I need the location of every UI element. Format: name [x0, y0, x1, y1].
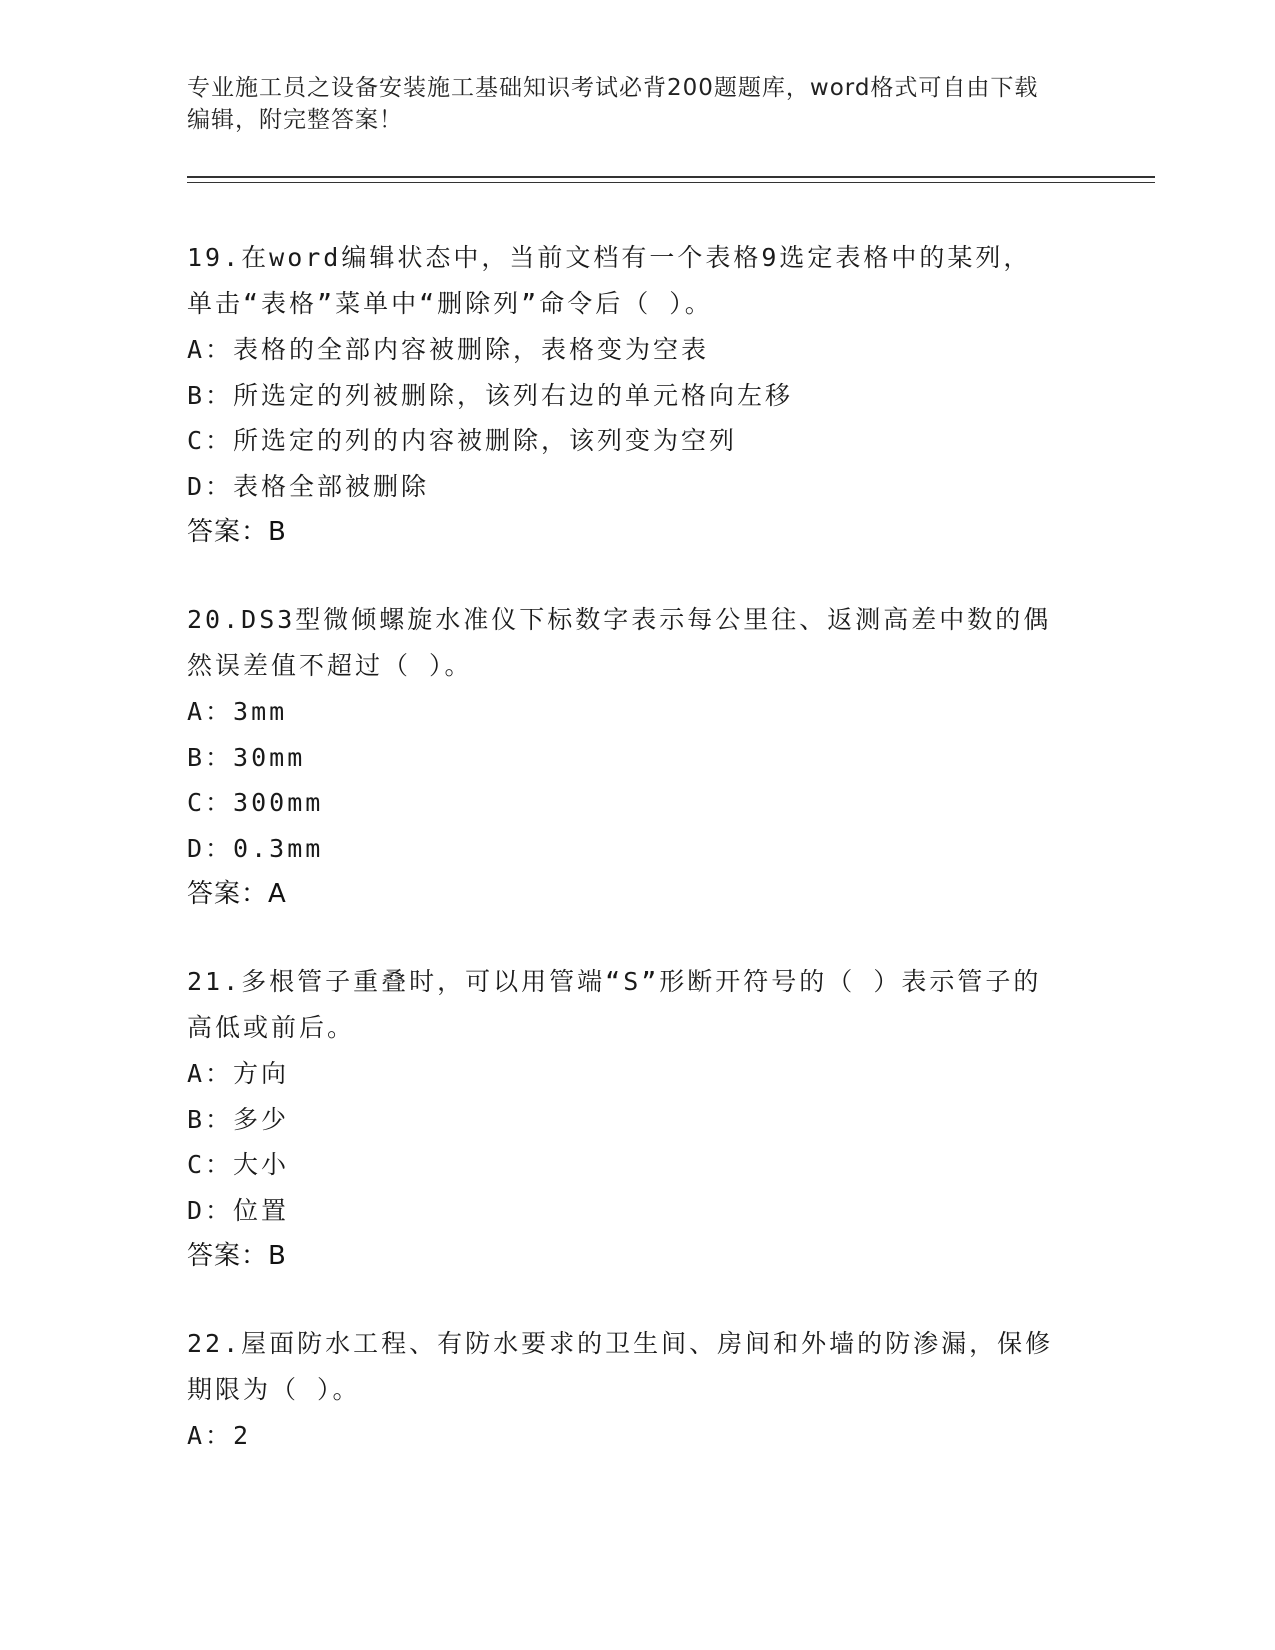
- option-c: C：300mm: [187, 788, 324, 817]
- option-d: D：表格全部被删除: [187, 471, 430, 501]
- answer-line: 答案：B: [187, 517, 287, 547]
- stem-line: 单击“表格”菜单中“删除列”命令后（ ）。: [187, 289, 713, 318]
- question-stem: [187, 597, 1087, 689]
- document-header: [187, 72, 1067, 136]
- question-list: [187, 235, 1087, 1459]
- stem-line: 22.屋面防水工程、有防水要求的卫生间、房间和外墙的防渗漏，保修: [187, 1329, 1054, 1358]
- option-d: D：0.3mm: [187, 833, 324, 863]
- spacer: [187, 917, 1087, 959]
- header-line-2: 编辑，附完整答案！: [187, 107, 403, 133]
- question-stem: [187, 235, 1087, 327]
- option-b: B：多少: [187, 1104, 290, 1134]
- answer-line: 答案：B: [187, 1241, 287, 1271]
- stem-line: 20.DS3型微倾螺旋水准仪下标数字表示每公里往、返测高差中数的偶: [187, 605, 1052, 634]
- option-d: D：位置: [187, 1195, 290, 1225]
- question-stem: [187, 959, 1087, 1051]
- option-a: A：方向: [187, 1059, 290, 1088]
- question-stem: [187, 1321, 1087, 1413]
- stem-line: 19.在word编辑状态中，当前文档有一个表格9选定表格中的某列，: [187, 243, 1032, 272]
- header-line-1: 专业施工员之设备安装施工基础知识考试必背200题题库，word格式可自由下载: [187, 75, 1039, 101]
- option-b: B：30mm: [187, 742, 306, 772]
- header-divider-thick: [187, 176, 1155, 178]
- header-divider-thin: [187, 182, 1155, 183]
- option-c: C：所选定的列的内容被删除，该列变为空列: [187, 426, 738, 455]
- spacer: [187, 1279, 1087, 1321]
- stem-line: 高低或前后。: [187, 1013, 356, 1042]
- spacer: [187, 555, 1087, 597]
- stem-line: 21.多根管子重叠时，可以用管端“S”形断开符号的（ ）表示管子的: [187, 967, 1042, 996]
- option-a: A：3mm: [187, 697, 288, 726]
- answer-line: 答案：A: [187, 879, 287, 909]
- option-a: A：2: [187, 1421, 252, 1450]
- question-20: [187, 597, 1087, 917]
- stem-line: 期限为（ ）。: [187, 1375, 361, 1404]
- question-19: [187, 235, 1087, 555]
- question-22: [187, 1321, 1087, 1459]
- question-21: [187, 959, 1087, 1279]
- option-b: B：所选定的列被删除，该列右边的单元格向左移: [187, 380, 794, 410]
- option-a: A：表格的全部内容被删除，表格变为空表: [187, 335, 710, 364]
- option-c: C：大小: [187, 1150, 290, 1179]
- stem-line: 然误差值不超过（ ）。: [187, 651, 473, 680]
